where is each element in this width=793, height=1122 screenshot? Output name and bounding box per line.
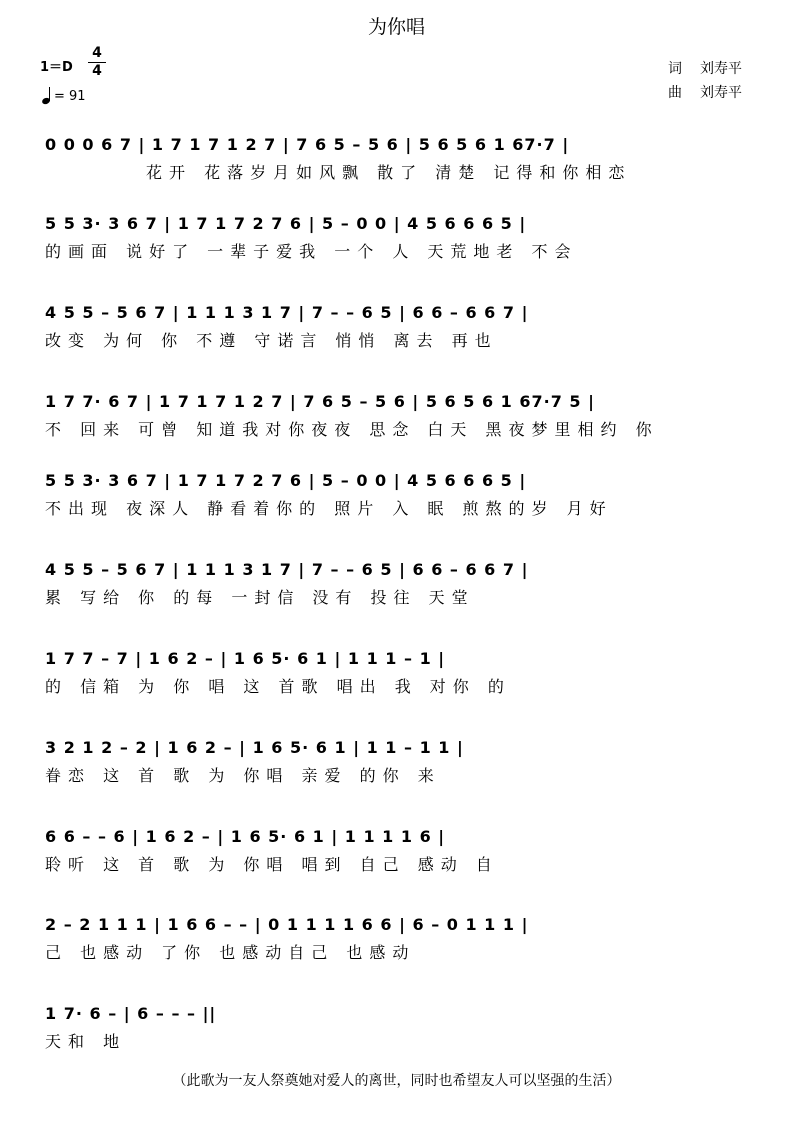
meter-bottom: 4 — [92, 63, 102, 79]
quarter-note-icon — [40, 88, 54, 104]
score-system-6 — [0, 559, 793, 639]
lyric-line: 改变 为何 你 不遵 守诺言 悄悄 离去 再也 — [45, 331, 498, 350]
score-system-10 — [0, 914, 793, 994]
notation-line: 5 5 3· 3 6 7 | 1 7 1 7 2 7 6 | 5 – 0 0 | 4 5 6 6 6 5 | — [45, 471, 527, 490]
score-system-8 — [0, 737, 793, 817]
lyric-line: 的 信箱 为 你 唱 这 首歌 唱出 我 对你 的 — [45, 677, 511, 696]
score-system-1 — [0, 134, 793, 214]
tempo-value: = 91 — [54, 89, 86, 104]
lyricist-credit — [668, 58, 760, 78]
score-system-9 — [0, 826, 793, 906]
notation-line: 4 5 5 – 5 6 7 | 1 1 1 3 1 7 | 7 – – 6 5 | 6 6 – 6 6 7 | — [45, 303, 529, 322]
score-system-5 — [0, 470, 793, 550]
lyric-line: 眷恋 这 首 歌 为 你唱 亲爱 的你 来 — [45, 766, 441, 785]
lyric-line: 不出现 夜深人 静看着你的 照片 入 眠 煎熬的岁 月好 — [45, 499, 613, 518]
lyricist-name: 刘寿平 — [700, 61, 742, 77]
composer-name: 刘寿平 — [700, 85, 742, 101]
lyric-line: 天和 地 — [45, 1032, 127, 1051]
notation-line: 1 7 7· 6 7 | 1 7 1 7 1 2 7 | 7 6 5 – 5 6 | 5 6 5 6 1 67·7 5 | — [45, 392, 595, 411]
notation-line: 1 7· 6 – | 6 – – – || — [45, 1004, 217, 1023]
key-signature: 1＝D — [40, 60, 73, 75]
notation-line: 0 0 0 6 7 | 1 7 1 7 1 2 7 | 7 6 5 – 5 6 | 5 6 5 6 1 67·7 | — [45, 135, 570, 154]
score-system-3 — [0, 302, 793, 382]
notation-line: 6 6 – – 6 | 1 6 2 – | 1 6 5· 6 1 | 1 1 1 1 6 | — [45, 827, 446, 846]
notation-line: 3 2 1 2 – 2 | 1 6 2 – | 1 6 5· 6 1 | 1 1 – 1 1 | — [45, 738, 464, 757]
lyric-line: 花开 花落岁月如风飘 散了 清楚 记得和你相恋 — [146, 163, 632, 182]
lyric-line: 的画面 说好了 一辈子爱我 一个 人 天荒地老 不会 — [45, 242, 578, 261]
composer-role: 曲 — [668, 85, 682, 101]
lyric-line: 聆听 这 首 歌 为 你唱 唱到 自己 感动 自 — [45, 855, 499, 874]
lyric-line: 累 写给 你 的每 一封信 没有 投往 天堂 — [45, 588, 475, 607]
lyric-line: 不 回来 可曾 知道我对你夜夜 思念 白天 黑夜梦里相约 你 — [45, 420, 659, 439]
lyricist-role: 词 — [668, 61, 682, 77]
tempo-mark — [40, 88, 86, 104]
meter-top: 4 — [92, 45, 102, 61]
notation-line: 1 7 7 – 7 | 1 6 2 – | 1 6 5· 6 1 | 1 1 1 – 1 | — [45, 649, 446, 668]
notation-line: 2 – 2 1 1 1 | 1 6 6 – – | 0 1 1 1 1 6 6 | 6 – 0 1 1 1 | — [45, 915, 529, 934]
footnote: （此歌为一友人祭奠她对爱人的离世，同时也希望友人可以坚强的生活） — [172, 1073, 621, 1089]
composer-credit — [668, 82, 760, 102]
time-signature — [88, 46, 106, 79]
notation-line: 5 5 3· 3 6 7 | 1 7 1 7 2 7 6 | 5 – 0 0 | 4 5 6 6 6 5 | — [45, 214, 527, 233]
song-title: 为你唱 — [367, 16, 425, 38]
score-system-4 — [0, 391, 793, 471]
notation-line: 4 5 5 – 5 6 7 | 1 1 1 3 1 7 | 7 – – 6 5 | 6 6 – 6 6 7 | — [45, 560, 529, 579]
score-system-7 — [0, 648, 793, 728]
score-system-2 — [0, 213, 793, 293]
lyric-line: 己 也感动 了你 也感动自己 也感动 — [45, 943, 416, 962]
